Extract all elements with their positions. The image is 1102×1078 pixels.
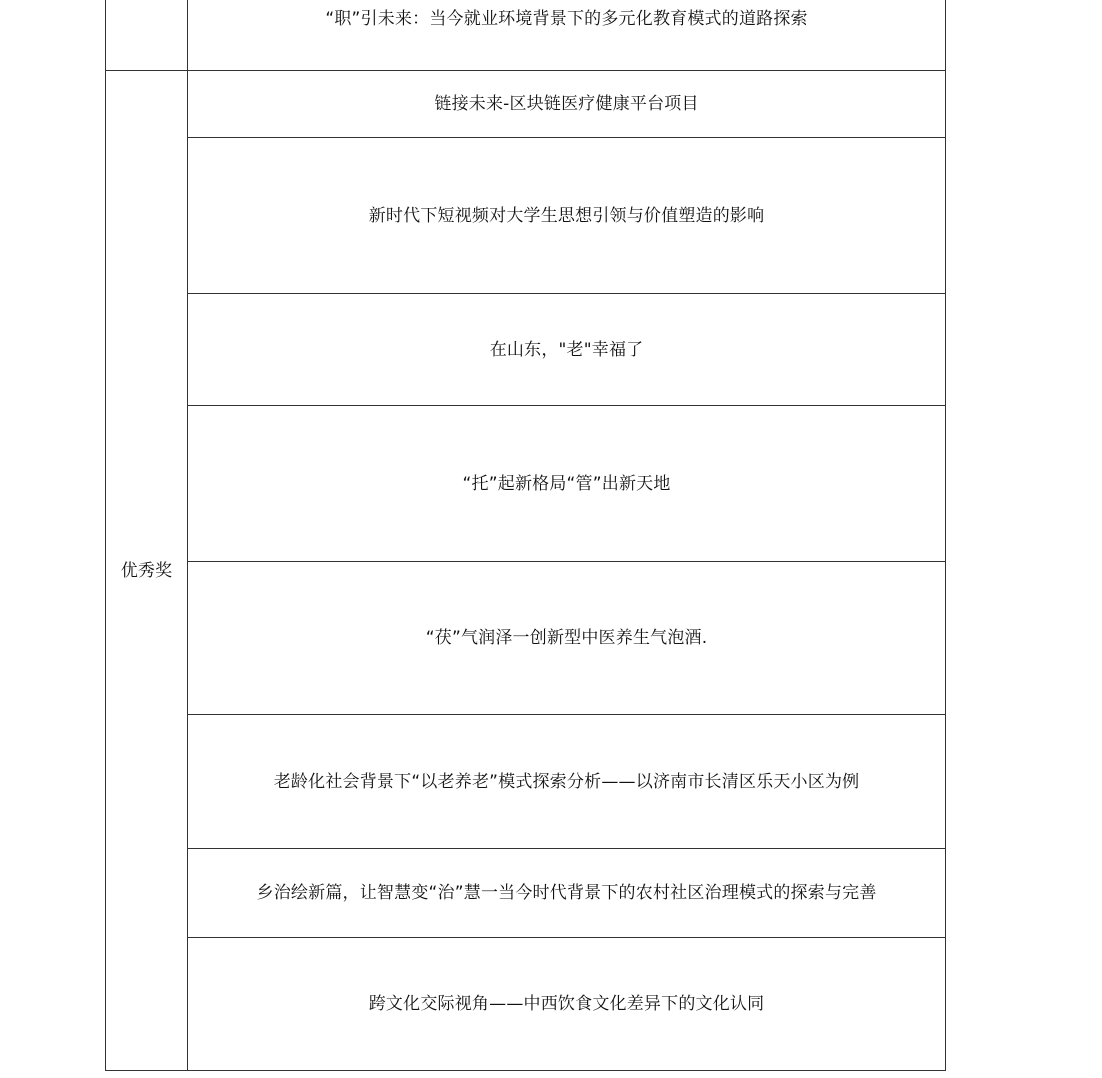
project-title-cell: 跨文化交际视角——中西饮食文化差异下的文化认同 [188,938,946,1071]
table-row [106,71,946,138]
project-title-cell: 新时代下短视频对大学生思想引领与价值塑造的影响 [188,138,946,294]
project-title-cell: 链接未来-区块链医疗健康平台项目 [188,71,946,138]
project-title-cell: 在山东，"老"幸福了 [188,294,946,406]
table-row [106,938,946,1071]
table-row [106,0,946,71]
table-row [106,715,946,849]
category-cell-excellence-award: 优秀奖 [106,71,188,1071]
table-row [106,294,946,406]
project-title-cell: 老龄化社会背景下“以老养老”模式探索分析——以济南市长清区乐天小区为例 [188,715,946,849]
table-row [106,406,946,562]
project-title-cell: 乡治绘新篇，让智慧变“治”慧一当今时代背景下的农村社区治理模式的探索与完善 [188,849,946,938]
table-row [106,849,946,938]
table-row [106,138,946,294]
table-row [106,562,946,715]
project-title-cell: “托”起新格局“管”出新天地 [188,406,946,562]
award-table [105,0,946,1071]
category-cell-previous [106,0,188,71]
project-title-cell: “茯”气润泽一创新型中医养生气泡酒. [188,562,946,715]
project-title-cell: “职”引未来：当今就业环境背景下的多元化教育模式的道路探索 [188,0,946,71]
